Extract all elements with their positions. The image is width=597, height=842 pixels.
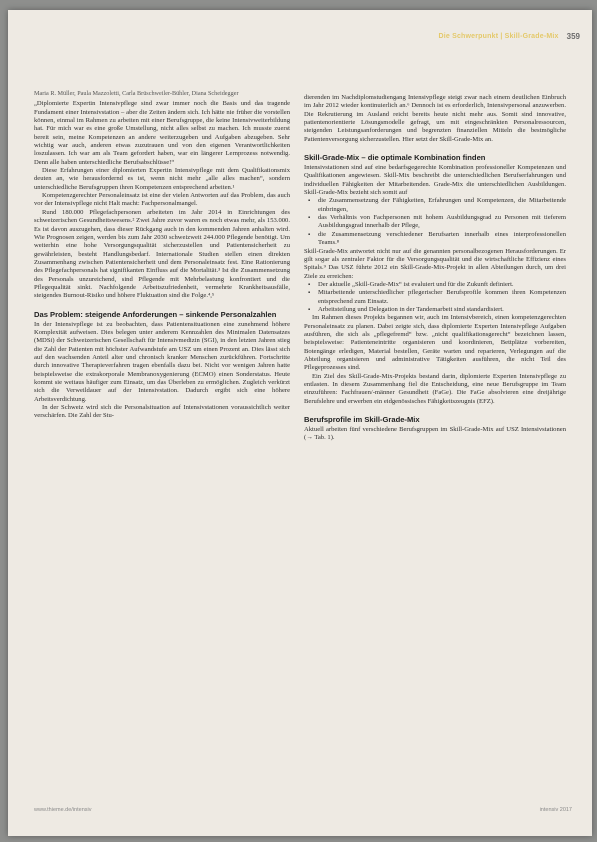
body-paragraph: In der Intensivpflege ist zu beobachten, dass Patientensituationen eine zunehmend höhere Komplexität aufweisen. Dies belegen unter anderem Kennzahlen des Minimalen Datensatzes (MDSi) der Schweizerischen Gesellschaft für Intensivmedizin (SGI), in den letzten Jahren stieg die Zahl der Patienten mit höchster Aufwandstufe am USZ um einen Prozent an. Dies lässt sich auf den wachsenden Anteil alter und chronisch kranker Menschen zurückführen. Fortschritte durch innovative Therapieverfahren tragen ebenfalls dazu bei. Nicht vor wenigen Jahren hatte beispielsweise die extrakorporale Membranoxygenierung (ECMO) einen Sonderstatus. Heute kommt sie weitaus häufiger zum Einsatz, um das Überleben zu ermöglichen. Zugleich verkürzt sich die Verweildauer auf der Intensivstation. Dadurch ergibt sich eine höhere Arbeitsverdichtung. [34, 320, 290, 403]
body-paragraph: Intensivstationen sind auf eine bedarfsgegerechte Kombination professioneller Kompetenzen und Qualifikationen angewiesen. Skill-Mix beschreibt die unterschiedlichen Berufserfahrungen und individuellen Fähigkeiten der Mitarbeitenden. Grade-Mix die unterschiedlichen Ausbildungen. Skill-Grade-Mix bezieht sich somit auf [304, 164, 566, 197]
bullet-list [304, 197, 566, 247]
list-item: ▪ die Zusammensetzung verschiedener Berufsarten innerhalb eines interprofessionellen Teams.⁸ [318, 231, 566, 248]
right-column [304, 94, 566, 443]
section-heading: Berufsprofile im Skill-Grade-Mix [304, 415, 420, 425]
body-paragraph: Diese Erfahrungen einer diplomierten Expertin Intensivpflege mit dem Qualifikationsmix deuten an, wie herausfordernd es ist, wenn nicht mehr „alle alles machen“, sondern unterschiedliche Berufsgruppen ihren Kompetenzen entsprechend arbeiten.¹ [34, 167, 290, 191]
list-item: ▪ Mitarbeitende unterschiedlicher pflegerischer Berufsprofile kommen ihren Kompetenzen entsprechend zum Einsatz. [318, 289, 566, 306]
body-paragraph: dierenden im Nachdiplomstudiengang Intensivpflege steigt zwar nach einem deutlichen Einbruch im Jahr 2012 wieder kontinuierlich an.⁶ Dennoch ist es erforderlich, Intensivpersonal anzuwerben. Die Rekrutierung im Ausland reicht bereits heute nicht mehr aus. Somit sind innovative, patientenorientierte Lösungsmodelle gefragt, um mit eingeschränkten Personalressourcen, steigenden Leistungsanforderungen und begrenzten finanziellen Mitteln die bestmögliche Patientenversorgung sicherzustellen. Hier setzt der Skill-Grade-Mix an. [304, 94, 566, 143]
footer-left: www.thieme.de/intensiv [34, 807, 92, 813]
running-head: Die Schwerpunkt | Skill-Grade-Mix [438, 32, 559, 40]
body-paragraph: Im Rahmen dieses Projekts begannen wir, auch im Intensivbereich, einen kompetenzgerechten Personaleinsatz zu planen. Dabei zeigte sich, dass diplomierte Experten Intensivpflege Aufgaben ausführen, die sich als „pflegefremd“ bzw. „nicht qualifikationsgerecht“ bezeichnen lassen, beispielsweise: Patienteneintritte organisieren und koordinieren, Bettplätze vorbereiten, Botengänge erledigen, Material bestellen, Geräte warten und reparieren, Verlegungen auf die Abteilung organisieren und administrative Tätigkeiten ausführen, die nicht Teil des Pflegeprozesses sind. [304, 314, 566, 372]
page-header [308, 30, 580, 42]
bullet-list [304, 281, 566, 314]
list-item: ▪ das Verhältnis von Fachpersonen mit hohem Ausbildungsgrad zu Personen mit tieferem Ausbildungsgrad innerhalb der Pflege, [318, 214, 566, 231]
body-paragraph: Kompetenzgerechter Personaleinsatz ist eine der vielen Antworten auf das Problem, das auch vor der Intensivpflege nicht Halt macht: Fachpersonalmangel. [34, 192, 290, 208]
body-paragraph: Ein Ziel des Skill-Grade-Mix-Projekts bestand darin, diplomierte Experten Intensivpflege zu entlasten. In diesem Zusammenhang fiel die Entscheidung, eine neue Berufsgruppe im Team einzuführen: Fachfrauen/-männer Gesundheit (FaGe). Die FaGe absolvieren eine dreijährige Berufslehre und erwerben ein eidgenössisches Fähigkeitszeugnis (EFZ). [304, 372, 566, 405]
body-paragraph: Aktuell arbeiten fünf verschiedene Berufsgruppen im Skill-Grade-Mix auf USZ Intensivstationen (→ Tab. 1). [304, 426, 566, 442]
body-paragraph: Skill-Grade-Mix antwortet nicht nur auf die genannten personalbezogenen Herausforderungen. Er gilt sogar als zentraler Faktor für die Versorgungsqualität und die wirtschaftliche Effizienz eines Spitals.⁹ Das USZ führte 2012 ein Skill-Grade-Mix-Projekt in allen Abteilungen durch, um drei Ziele zu erreichen: [304, 247, 566, 280]
section-heading: Das Problem: steigende Anforderungen – sinkende Personalzahlen [34, 309, 277, 319]
document-page [8, 10, 592, 836]
page-number: 359 [566, 31, 580, 41]
list-item: ▪ Arbeitsteilung und Delegation in der Tandemarbeit sind standardisiert. [318, 306, 566, 314]
left-column [34, 90, 290, 421]
intro-quote: „Diplomierte Expertin Intensivpflege sind zwar immer noch die Basis und das tragende Fundament einer Intensivstation – aber die Zeiten ändern sich. Ich hätte nie früher die vorstellen können, einmal im Rahmen zu arbeiten mit einer Berufsgruppe, die keine Intensivweiterbildung hat. Für mich war es eine große Umstellung, nicht alles selbst zu machen. Ich musste zuerst bereit sein, meine Kompetenzen an andere weiterzugeben und Aufgaben abzugeben. Sehr wichtig war auch, anderen etwas zuzutrauen und von den eigenen Verantwortlichkeiten loszulassen. Ich war am als Team gefordert haben, war ein längerer Lernprozess notwendig. Denn alle haben unterschiedliche Berufsabschlüsse!“ [34, 100, 290, 166]
footer-right: intensiv 2017 [539, 807, 572, 813]
list-item: ▪ Der aktuelle „Skill-Grade-Mix“ ist evaluiert und für die Zukunft definiert. [318, 281, 566, 289]
body-paragraph: In der Schweiz wird sich die Personalsituation auf Intensivstationen voraussichtlich weiter verschärfen. Die Zahl der Stu- [34, 404, 290, 420]
author-line: Maria R. Müller, Paula Mazzoletti, Carla Brüschweiler-Bühler, Diana Scheidegger [34, 90, 239, 97]
body-paragraph: Rund 180.000 Pflegefachpersonen arbeiteten im Jahr 2014 in Einrichtungen des schweizerischen Gesundheitswesens.² Zwei Jahre zuvor waren es noch etwas mehr, als 153.000. Es ist davon auszugehen, dass dieser Rückgang auch in den kommenden Jahren anhalten wird. Wie Prognosen zeigen, werden bis zum Jahr 2030 schweizweit 244.000 Pflegende benötigt. Um weiterhin eine hohe Versorgungsqualität sicherzustellen und Patientensicherheit zu gewährleisten, besteht Handlungsbedarf. Internationale Studien stellen einen direkten Zusammenhang zwischen Patientensicherheit und dem Personaleinsatz fest. Eine Rationierung des Pflegefachpersonals hat signifikanten Einfluss auf die Mortalität.³ Ist die Zusammensetzung des Personals unzureichend, sind Pflegende mit Mehrbelastung konfrontiert und die Pflegequalität sinkt. Nachfolgende Arbeitszufriedenheit, vermehrte Krankheitsausfälle, steigendes Burnout-Risiko und höhere Fluktuation sind die Folge.⁴,⁵ [34, 208, 290, 300]
section-heading: Skill-Grade-Mix – die optimale Kombination finden [304, 153, 486, 163]
list-item: ▪ die Zusammensetzung der Fähigkeiten, Erfahrungen und Kompetenzen, die Mitarbeitende einbringen, [318, 197, 566, 214]
